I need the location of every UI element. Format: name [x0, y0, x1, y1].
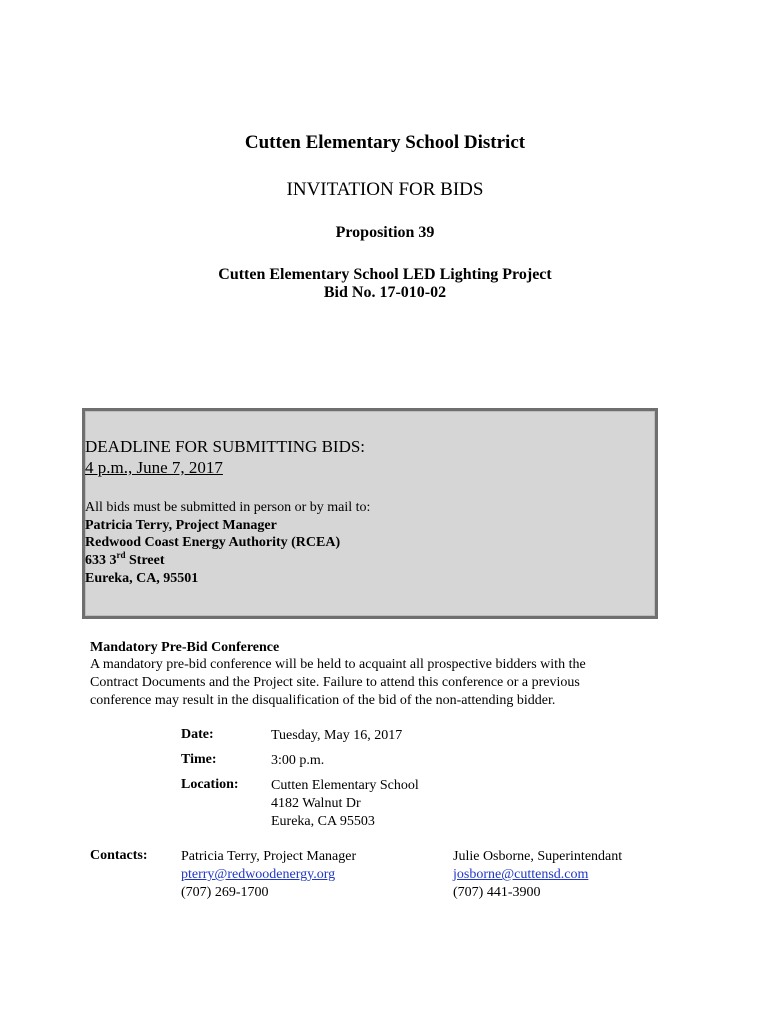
prebid-line-2: Contract Documents and the Project site. Failure to attend this conference or a previous: [90, 675, 580, 690]
deadline-title: DEADLINE FOR SUBMITTING BIDS:: [85, 437, 366, 456]
deadline-box: [82, 408, 658, 619]
location-label: Location:: [181, 777, 239, 792]
date-value: Tuesday, May 16, 2017: [271, 728, 403, 743]
recipient-street: [85, 550, 655, 569]
street-name: Street: [125, 553, 165, 568]
recipient-agency: Redwood Coast Energy Authority (RCEA): [85, 535, 341, 550]
contacts-label: Contacts:: [90, 848, 148, 863]
contact-card: [181, 848, 356, 902]
document-type-heading: INVITATION FOR BIDS: [286, 179, 484, 200]
street-ordinal-suffix: rd: [116, 550, 126, 560]
contact-phone: (707) 441-3900: [453, 885, 541, 900]
contact-email-link[interactable]: josborne@cuttensd.com: [453, 867, 589, 882]
recipient-name: Patricia Terry, Project Manager: [85, 518, 277, 533]
bid-number: Bid No. 17-010-02: [323, 284, 447, 301]
location-value: [271, 777, 419, 831]
time-value: 3:00 p.m.: [271, 753, 325, 768]
contact-phone: (707) 269-1700: [181, 885, 269, 900]
time-label: Time:: [181, 752, 217, 767]
organization-title: Cutten Elementary School District: [244, 132, 526, 153]
proposition-label: Proposition 39: [335, 224, 435, 241]
recipient-city: Eureka, CA, 95501: [85, 571, 199, 586]
location-city: Eureka, CA 95503: [271, 814, 375, 829]
location-street: 4182 Walnut Dr: [271, 796, 361, 811]
prebid-conference-title: Mandatory Pre-Bid Conference: [90, 640, 280, 655]
date-label: Date:: [181, 727, 214, 742]
contact-name-title: Julie Osborne, Superintendant: [453, 849, 623, 864]
project-heading: [0, 266, 770, 302]
prebid-line-1: A mandatory pre-bid conference will be held to acquaint all prospective bidders with the: [90, 657, 586, 672]
contact-email-link[interactable]: pterry@redwoodenergy.org: [181, 867, 336, 882]
prebid-conference-description: [90, 656, 650, 710]
contact-card: [453, 848, 622, 902]
prebid-line-3: conference may result in the disqualification of the bid of the non-attending bidder.: [90, 693, 556, 708]
contact-name-title: Patricia Terry, Project Manager: [181, 849, 357, 864]
deadline-date: 4 p.m., June 7, 2017: [85, 458, 223, 477]
project-name: Cutten Elementary School LED Lighting Project: [218, 266, 552, 283]
street-number: 633 3: [85, 553, 117, 568]
submission-instructions: All bids must be submitted in person or by mail to:: [85, 500, 371, 515]
location-name: Cutten Elementary School: [271, 778, 419, 793]
